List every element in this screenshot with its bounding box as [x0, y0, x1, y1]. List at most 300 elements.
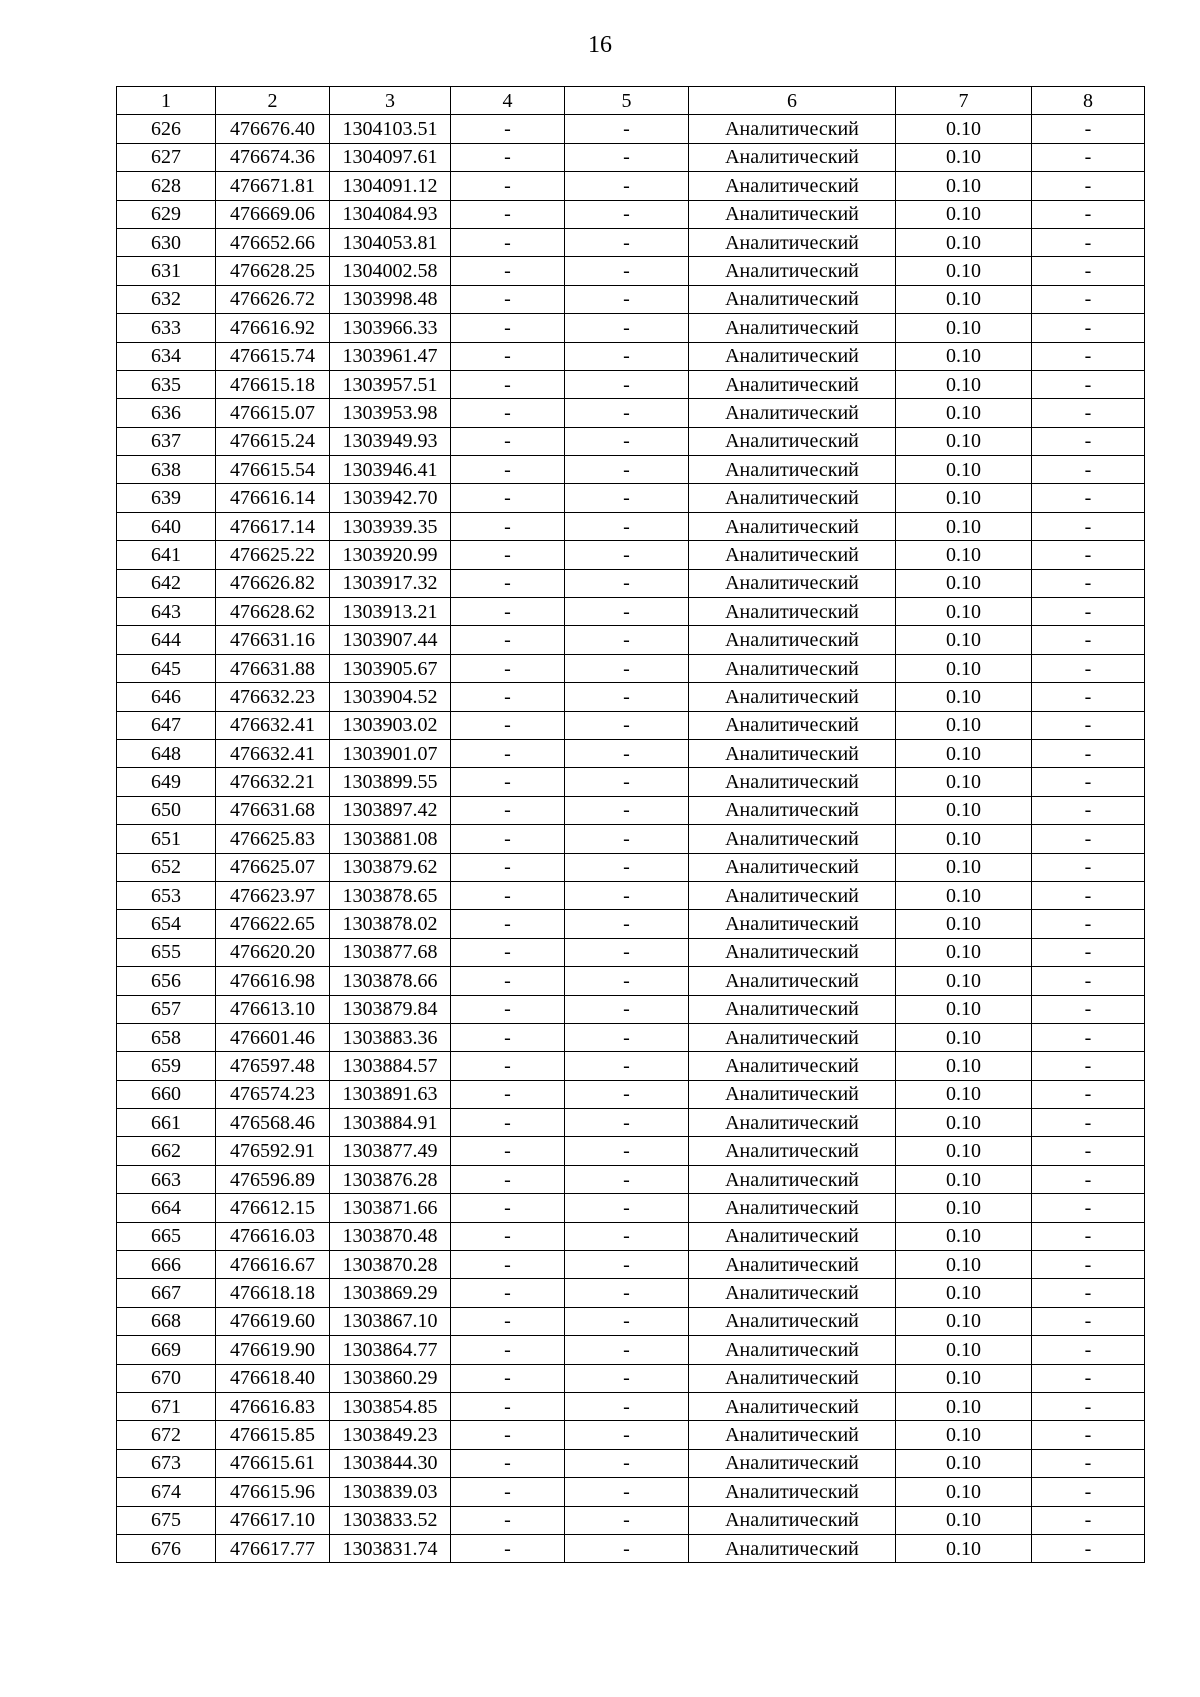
accuracy-cell: 0.10 — [896, 228, 1032, 256]
method-cell: Аналитический — [689, 1307, 896, 1335]
col5-cell: - — [565, 143, 689, 171]
col8-cell: - — [1032, 512, 1145, 540]
y-coordinate-cell: 1303904.52 — [330, 683, 451, 711]
y-coordinate-cell: 1303891.63 — [330, 1080, 451, 1108]
method-cell: Аналитический — [689, 1364, 896, 1392]
x-coordinate-cell: 476671.81 — [216, 172, 330, 200]
y-coordinate-cell: 1303920.99 — [330, 541, 451, 569]
col8-cell: - — [1032, 1336, 1145, 1364]
col4-cell: - — [451, 115, 565, 143]
point-number-cell: 633 — [117, 314, 216, 342]
accuracy-cell: 0.10 — [896, 626, 1032, 654]
col8-cell: - — [1032, 1137, 1145, 1165]
x-coordinate-cell: 476625.83 — [216, 825, 330, 853]
col5-cell: - — [565, 739, 689, 767]
method-cell: Аналитический — [689, 342, 896, 370]
point-number-cell: 650 — [117, 796, 216, 824]
x-coordinate-cell: 476632.21 — [216, 768, 330, 796]
col5-cell: - — [565, 228, 689, 256]
col8-cell: - — [1032, 1449, 1145, 1477]
col4-cell: - — [451, 711, 565, 739]
method-cell: Аналитический — [689, 512, 896, 540]
col4-cell: - — [451, 569, 565, 597]
method-cell: Аналитический — [689, 881, 896, 909]
table-row — [117, 1279, 1145, 1307]
accuracy-cell: 0.10 — [896, 541, 1032, 569]
col4-cell: - — [451, 995, 565, 1023]
point-number-cell: 658 — [117, 1023, 216, 1051]
col8-cell: - — [1032, 1080, 1145, 1108]
col8-cell: - — [1032, 910, 1145, 938]
accuracy-cell: 0.10 — [896, 825, 1032, 853]
method-cell: Аналитический — [689, 1109, 896, 1137]
accuracy-cell: 0.10 — [896, 1534, 1032, 1562]
col5-cell: - — [565, 1109, 689, 1137]
col4-cell: - — [451, 1222, 565, 1250]
table-row — [117, 1534, 1145, 1562]
y-coordinate-cell: 1303903.02 — [330, 711, 451, 739]
col4-cell: - — [451, 853, 565, 881]
col5-cell: - — [565, 1364, 689, 1392]
point-number-cell: 644 — [117, 626, 216, 654]
y-coordinate-cell: 1303860.29 — [330, 1364, 451, 1392]
col8-cell: - — [1032, 1023, 1145, 1051]
point-number-cell: 640 — [117, 512, 216, 540]
accuracy-cell: 0.10 — [896, 1194, 1032, 1222]
col5-cell: - — [565, 569, 689, 597]
table-row — [117, 598, 1145, 626]
x-coordinate-cell: 476592.91 — [216, 1137, 330, 1165]
table-row — [117, 1251, 1145, 1279]
table-row — [117, 654, 1145, 682]
col5-cell: - — [565, 484, 689, 512]
point-number-cell: 636 — [117, 399, 216, 427]
y-coordinate-cell: 1303877.49 — [330, 1137, 451, 1165]
col4-cell: - — [451, 881, 565, 909]
accuracy-cell: 0.10 — [896, 1109, 1032, 1137]
method-cell: Аналитический — [689, 1222, 896, 1250]
accuracy-cell: 0.10 — [896, 1222, 1032, 1250]
point-number-cell: 675 — [117, 1506, 216, 1534]
method-cell: Аналитический — [689, 172, 896, 200]
y-coordinate-cell: 1303878.65 — [330, 881, 451, 909]
x-coordinate-cell: 476652.66 — [216, 228, 330, 256]
col5-cell: - — [565, 1449, 689, 1477]
point-number-cell: 667 — [117, 1279, 216, 1307]
table-row — [117, 967, 1145, 995]
col5-cell: - — [565, 967, 689, 995]
method-cell: Аналитический — [689, 910, 896, 938]
col8-cell: - — [1032, 1506, 1145, 1534]
x-coordinate-cell: 476597.48 — [216, 1052, 330, 1080]
accuracy-cell: 0.10 — [896, 1165, 1032, 1193]
method-cell: Аналитический — [689, 1421, 896, 1449]
point-number-cell: 649 — [117, 768, 216, 796]
point-number-cell: 646 — [117, 683, 216, 711]
y-coordinate-cell: 1303870.48 — [330, 1222, 451, 1250]
x-coordinate-cell: 476676.40 — [216, 115, 330, 143]
table-row — [117, 228, 1145, 256]
header-cell: 8 — [1032, 87, 1145, 115]
y-coordinate-cell: 1303917.32 — [330, 569, 451, 597]
accuracy-cell: 0.10 — [896, 1449, 1032, 1477]
accuracy-cell: 0.10 — [896, 1478, 1032, 1506]
point-number-cell: 672 — [117, 1421, 216, 1449]
point-number-cell: 642 — [117, 569, 216, 597]
method-cell: Аналитический — [689, 853, 896, 881]
accuracy-cell: 0.10 — [896, 1506, 1032, 1534]
col8-cell: - — [1032, 1109, 1145, 1137]
accuracy-cell: 0.10 — [896, 172, 1032, 200]
x-coordinate-cell: 476623.97 — [216, 881, 330, 909]
method-cell: Аналитический — [689, 257, 896, 285]
point-number-cell: 653 — [117, 881, 216, 909]
x-coordinate-cell: 476617.77 — [216, 1534, 330, 1562]
y-coordinate-cell: 1303957.51 — [330, 370, 451, 398]
col4-cell: - — [451, 200, 565, 228]
accuracy-cell: 0.10 — [896, 1421, 1032, 1449]
y-coordinate-cell: 1304103.51 — [330, 115, 451, 143]
y-coordinate-cell: 1303901.07 — [330, 739, 451, 767]
col8-cell: - — [1032, 1251, 1145, 1279]
accuracy-cell: 0.10 — [896, 257, 1032, 285]
point-number-cell: 635 — [117, 370, 216, 398]
table-row — [117, 881, 1145, 909]
col8-cell: - — [1032, 967, 1145, 995]
col4-cell: - — [451, 1506, 565, 1534]
point-number-cell: 641 — [117, 541, 216, 569]
method-cell: Аналитический — [689, 938, 896, 966]
col8-cell: - — [1032, 399, 1145, 427]
col4-cell: - — [451, 598, 565, 626]
accuracy-cell: 0.10 — [896, 1279, 1032, 1307]
x-coordinate-cell: 476601.46 — [216, 1023, 330, 1051]
x-coordinate-cell: 476568.46 — [216, 1109, 330, 1137]
y-coordinate-cell: 1303879.84 — [330, 995, 451, 1023]
accuracy-cell: 0.10 — [896, 569, 1032, 597]
point-number-cell: 665 — [117, 1222, 216, 1250]
y-coordinate-cell: 1303899.55 — [330, 768, 451, 796]
col4-cell: - — [451, 1534, 565, 1562]
col5-cell: - — [565, 654, 689, 682]
table-row — [117, 1080, 1145, 1108]
col8-cell: - — [1032, 711, 1145, 739]
x-coordinate-cell: 476626.72 — [216, 285, 330, 313]
x-coordinate-cell: 476615.18 — [216, 370, 330, 398]
table-row — [117, 1222, 1145, 1250]
point-number-cell: 654 — [117, 910, 216, 938]
col4-cell: - — [451, 314, 565, 342]
accuracy-cell: 0.10 — [896, 881, 1032, 909]
col8-cell: - — [1032, 1279, 1145, 1307]
col4-cell: - — [451, 1080, 565, 1108]
x-coordinate-cell: 476620.20 — [216, 938, 330, 966]
col4-cell: - — [451, 1194, 565, 1222]
col4-cell: - — [451, 427, 565, 455]
table-row — [117, 200, 1145, 228]
accuracy-cell: 0.10 — [896, 314, 1032, 342]
x-coordinate-cell: 476626.82 — [216, 569, 330, 597]
y-coordinate-cell: 1303839.03 — [330, 1478, 451, 1506]
y-coordinate-cell: 1303849.23 — [330, 1421, 451, 1449]
point-number-cell: 662 — [117, 1137, 216, 1165]
y-coordinate-cell: 1303942.70 — [330, 484, 451, 512]
x-coordinate-cell: 476618.18 — [216, 1279, 330, 1307]
method-cell: Аналитический — [689, 739, 896, 767]
y-coordinate-cell: 1303854.85 — [330, 1392, 451, 1420]
x-coordinate-cell: 476631.16 — [216, 626, 330, 654]
accuracy-cell: 0.10 — [896, 484, 1032, 512]
col4-cell: - — [451, 512, 565, 540]
accuracy-cell: 0.10 — [896, 115, 1032, 143]
col4-cell: - — [451, 399, 565, 427]
y-coordinate-cell: 1303871.66 — [330, 1194, 451, 1222]
accuracy-cell: 0.10 — [896, 342, 1032, 370]
point-number-cell: 663 — [117, 1165, 216, 1193]
col5-cell: - — [565, 1165, 689, 1193]
col5-cell: - — [565, 910, 689, 938]
accuracy-cell: 0.10 — [896, 200, 1032, 228]
col8-cell: - — [1032, 739, 1145, 767]
y-coordinate-cell: 1303867.10 — [330, 1307, 451, 1335]
x-coordinate-cell: 476613.10 — [216, 995, 330, 1023]
y-coordinate-cell: 1303844.30 — [330, 1449, 451, 1477]
method-cell: Аналитический — [689, 1137, 896, 1165]
point-number-cell: 676 — [117, 1534, 216, 1562]
table-header-row — [117, 87, 1145, 115]
col8-cell: - — [1032, 314, 1145, 342]
y-coordinate-cell: 1303878.02 — [330, 910, 451, 938]
x-coordinate-cell: 476617.10 — [216, 1506, 330, 1534]
table-row — [117, 172, 1145, 200]
col4-cell: - — [451, 1023, 565, 1051]
point-number-cell: 671 — [117, 1392, 216, 1420]
col5-cell: - — [565, 768, 689, 796]
col4-cell: - — [451, 1307, 565, 1335]
table-row — [117, 427, 1145, 455]
point-number-cell: 634 — [117, 342, 216, 370]
table-row — [117, 938, 1145, 966]
method-cell: Аналитический — [689, 654, 896, 682]
table-row — [117, 569, 1145, 597]
header-cell: 2 — [216, 87, 330, 115]
col5-cell: - — [565, 1392, 689, 1420]
col4-cell: - — [451, 739, 565, 767]
col4-cell: - — [451, 1052, 565, 1080]
col8-cell: - — [1032, 881, 1145, 909]
col8-cell: - — [1032, 541, 1145, 569]
table-row — [117, 768, 1145, 796]
y-coordinate-cell: 1303878.66 — [330, 967, 451, 995]
col4-cell: - — [451, 541, 565, 569]
x-coordinate-cell: 476631.68 — [216, 796, 330, 824]
col4-cell: - — [451, 484, 565, 512]
col8-cell: - — [1032, 484, 1145, 512]
col8-cell: - — [1032, 427, 1145, 455]
table-row — [117, 115, 1145, 143]
col5-cell: - — [565, 1421, 689, 1449]
x-coordinate-cell: 476625.07 — [216, 853, 330, 881]
method-cell: Аналитический — [689, 200, 896, 228]
col5-cell: - — [565, 342, 689, 370]
col8-cell: - — [1032, 995, 1145, 1023]
col5-cell: - — [565, 881, 689, 909]
y-coordinate-cell: 1303833.52 — [330, 1506, 451, 1534]
table-row — [117, 1336, 1145, 1364]
col8-cell: - — [1032, 1307, 1145, 1335]
table-row — [117, 1392, 1145, 1420]
point-number-cell: 628 — [117, 172, 216, 200]
col8-cell: - — [1032, 228, 1145, 256]
table-row — [117, 1137, 1145, 1165]
col4-cell: - — [451, 228, 565, 256]
table-row — [117, 314, 1145, 342]
y-coordinate-cell: 1304053.81 — [330, 228, 451, 256]
col8-cell: - — [1032, 1194, 1145, 1222]
point-number-cell: 660 — [117, 1080, 216, 1108]
method-cell: Аналитический — [689, 1080, 896, 1108]
col8-cell: - — [1032, 200, 1145, 228]
accuracy-cell: 0.10 — [896, 512, 1032, 540]
accuracy-cell: 0.10 — [896, 1392, 1032, 1420]
col5-cell: - — [565, 1194, 689, 1222]
y-coordinate-cell: 1303961.47 — [330, 342, 451, 370]
accuracy-cell: 0.10 — [896, 711, 1032, 739]
y-coordinate-cell: 1303870.28 — [330, 1251, 451, 1279]
table-row — [117, 257, 1145, 285]
col5-cell: - — [565, 257, 689, 285]
x-coordinate-cell: 476632.41 — [216, 739, 330, 767]
col4-cell: - — [451, 654, 565, 682]
accuracy-cell: 0.10 — [896, 739, 1032, 767]
col8-cell: - — [1032, 654, 1145, 682]
method-cell: Аналитический — [689, 1392, 896, 1420]
x-coordinate-cell: 476615.24 — [216, 427, 330, 455]
method-cell: Аналитический — [689, 285, 896, 313]
col8-cell: - — [1032, 853, 1145, 881]
col4-cell: - — [451, 683, 565, 711]
col8-cell: - — [1032, 370, 1145, 398]
col4-cell: - — [451, 1336, 565, 1364]
coordinates-table — [116, 86, 1145, 1563]
col5-cell: - — [565, 200, 689, 228]
y-coordinate-cell: 1303883.36 — [330, 1023, 451, 1051]
method-cell: Аналитический — [689, 370, 896, 398]
col8-cell: - — [1032, 1222, 1145, 1250]
method-cell: Аналитический — [689, 143, 896, 171]
accuracy-cell: 0.10 — [896, 399, 1032, 427]
point-number-cell: 673 — [117, 1449, 216, 1477]
col4-cell: - — [451, 768, 565, 796]
point-number-cell: 674 — [117, 1478, 216, 1506]
x-coordinate-cell: 476596.89 — [216, 1165, 330, 1193]
col5-cell: - — [565, 853, 689, 881]
col5-cell: - — [565, 1506, 689, 1534]
col5-cell: - — [565, 1023, 689, 1051]
accuracy-cell: 0.10 — [896, 285, 1032, 313]
table-row — [117, 370, 1145, 398]
method-cell: Аналитический — [689, 1023, 896, 1051]
table-row — [117, 1194, 1145, 1222]
y-coordinate-cell: 1303884.57 — [330, 1052, 451, 1080]
col5-cell: - — [565, 456, 689, 484]
accuracy-cell: 0.10 — [896, 427, 1032, 455]
method-cell: Аналитический — [689, 825, 896, 853]
table-row — [117, 626, 1145, 654]
method-cell: Аналитический — [689, 626, 896, 654]
method-cell: Аналитический — [689, 1534, 896, 1562]
x-coordinate-cell: 476615.96 — [216, 1478, 330, 1506]
y-coordinate-cell: 1303939.35 — [330, 512, 451, 540]
col5-cell: - — [565, 626, 689, 654]
col5-cell: - — [565, 1080, 689, 1108]
x-coordinate-cell: 476674.36 — [216, 143, 330, 171]
point-number-cell: 632 — [117, 285, 216, 313]
accuracy-cell: 0.10 — [896, 1307, 1032, 1335]
page-number: 16 — [588, 32, 612, 58]
col8-cell: - — [1032, 257, 1145, 285]
table-row — [117, 910, 1145, 938]
method-cell: Аналитический — [689, 1165, 896, 1193]
y-coordinate-cell: 1303864.77 — [330, 1336, 451, 1364]
method-cell: Аналитический — [689, 427, 896, 455]
col8-cell: - — [1032, 768, 1145, 796]
col4-cell: - — [451, 1251, 565, 1279]
accuracy-cell: 0.10 — [896, 995, 1032, 1023]
accuracy-cell: 0.10 — [896, 683, 1032, 711]
y-coordinate-cell: 1303884.91 — [330, 1109, 451, 1137]
table-row — [117, 995, 1145, 1023]
col4-cell: - — [451, 1279, 565, 1307]
table-row — [117, 285, 1145, 313]
method-cell: Аналитический — [689, 995, 896, 1023]
col8-cell: - — [1032, 938, 1145, 966]
accuracy-cell: 0.10 — [896, 1052, 1032, 1080]
y-coordinate-cell: 1303879.62 — [330, 853, 451, 881]
point-number-cell: 668 — [117, 1307, 216, 1335]
point-number-cell: 643 — [117, 598, 216, 626]
col4-cell: - — [451, 1364, 565, 1392]
x-coordinate-cell: 476612.15 — [216, 1194, 330, 1222]
col8-cell: - — [1032, 1534, 1145, 1562]
col8-cell: - — [1032, 569, 1145, 597]
point-number-cell: 651 — [117, 825, 216, 853]
table-row — [117, 711, 1145, 739]
col5-cell: - — [565, 938, 689, 966]
y-coordinate-cell: 1304091.12 — [330, 172, 451, 200]
col8-cell: - — [1032, 1052, 1145, 1080]
col5-cell: - — [565, 1336, 689, 1364]
col5-cell: - — [565, 683, 689, 711]
method-cell: Аналитический — [689, 1251, 896, 1279]
col5-cell: - — [565, 314, 689, 342]
y-coordinate-cell: 1303905.67 — [330, 654, 451, 682]
method-cell: Аналитический — [689, 1449, 896, 1477]
accuracy-cell: 0.10 — [896, 1336, 1032, 1364]
accuracy-cell: 0.10 — [896, 1251, 1032, 1279]
point-number-cell: 657 — [117, 995, 216, 1023]
x-coordinate-cell: 476619.90 — [216, 1336, 330, 1364]
col4-cell: - — [451, 796, 565, 824]
col4-cell: - — [451, 1392, 565, 1420]
col8-cell: - — [1032, 796, 1145, 824]
table-row — [117, 541, 1145, 569]
x-coordinate-cell: 476632.23 — [216, 683, 330, 711]
col4-cell: - — [451, 1109, 565, 1137]
table-row — [117, 1023, 1145, 1051]
col8-cell: - — [1032, 172, 1145, 200]
x-coordinate-cell: 476622.65 — [216, 910, 330, 938]
